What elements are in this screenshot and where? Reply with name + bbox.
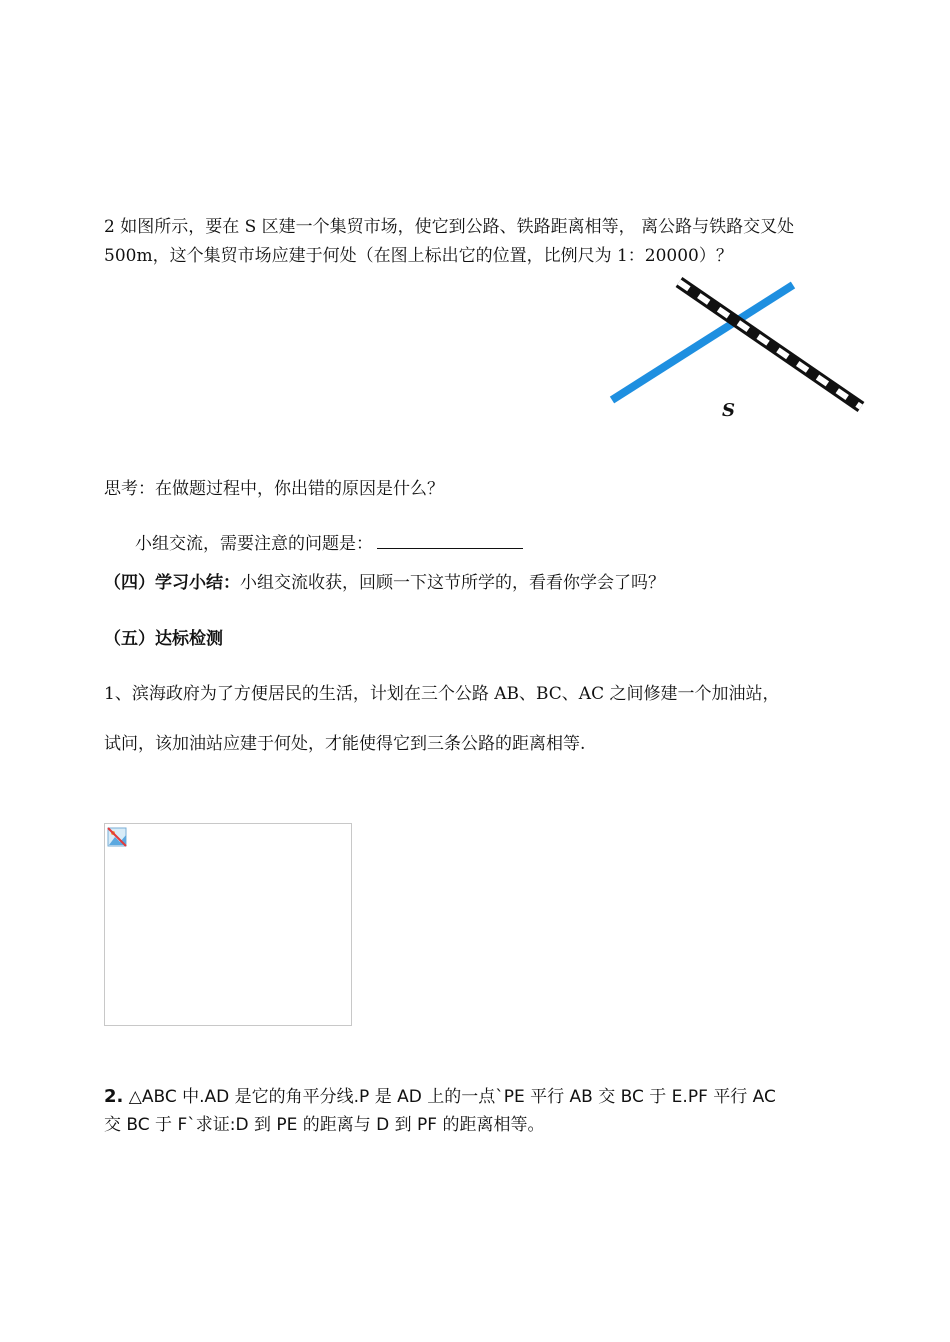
- summary-line: [104, 572, 665, 594]
- question-2-number: 2.: [104, 1086, 124, 1107]
- answer-blank: [377, 530, 523, 549]
- question-1-line-2: 试问，该加油站应建于何处，才能使得它到三条公路的距离相等.: [104, 734, 586, 754]
- group-prompt-label: 小组交流，需要注意的问题是：: [135, 534, 373, 554]
- question-2-line-2: 交 BC 于 F`求证:D 到 PE 的距离与 D 到 PF 的距离相等。: [104, 1115, 545, 1135]
- think-question: 思考：在做题过程中，你出错的原因是什么？: [104, 479, 444, 499]
- test-heading: （五）达标检测: [104, 629, 223, 649]
- broken-image-icon: [106, 825, 130, 849]
- question-2-line-1: [104, 1086, 776, 1108]
- problem-2-text-line-1: 2 如图所示，要在 S 区建一个集贸市场，使它到公路、铁路距离相等， 离公路与铁路交叉处: [104, 217, 795, 237]
- road-railway-figure: [604, 276, 868, 426]
- figure-label-s: S: [722, 400, 735, 421]
- image-placeholder: [104, 823, 352, 1026]
- question-2-text-1: △ABC 中.AD 是它的角平分线.P 是 AD 上的一点`PE 平行 AB 交 BC 于 E.PF 平行 AC: [128, 1087, 776, 1107]
- summary-text: 小组交流收获，回顾一下这节所学的，看看你学会了吗？: [240, 573, 665, 593]
- group-prompt-line: [135, 530, 523, 555]
- question-1-line-1: 1、滨海政府为了方便居民的生活，计划在三个公路 AB、BC、AC 之间修建一个加油站，: [104, 684, 780, 704]
- summary-heading: （四）学习小结：: [104, 573, 240, 593]
- problem-2-text-line-2: 500m，这个集贸市场应建于何处（在图上标出它的位置，比例尺为 1：20000）？: [104, 246, 733, 266]
